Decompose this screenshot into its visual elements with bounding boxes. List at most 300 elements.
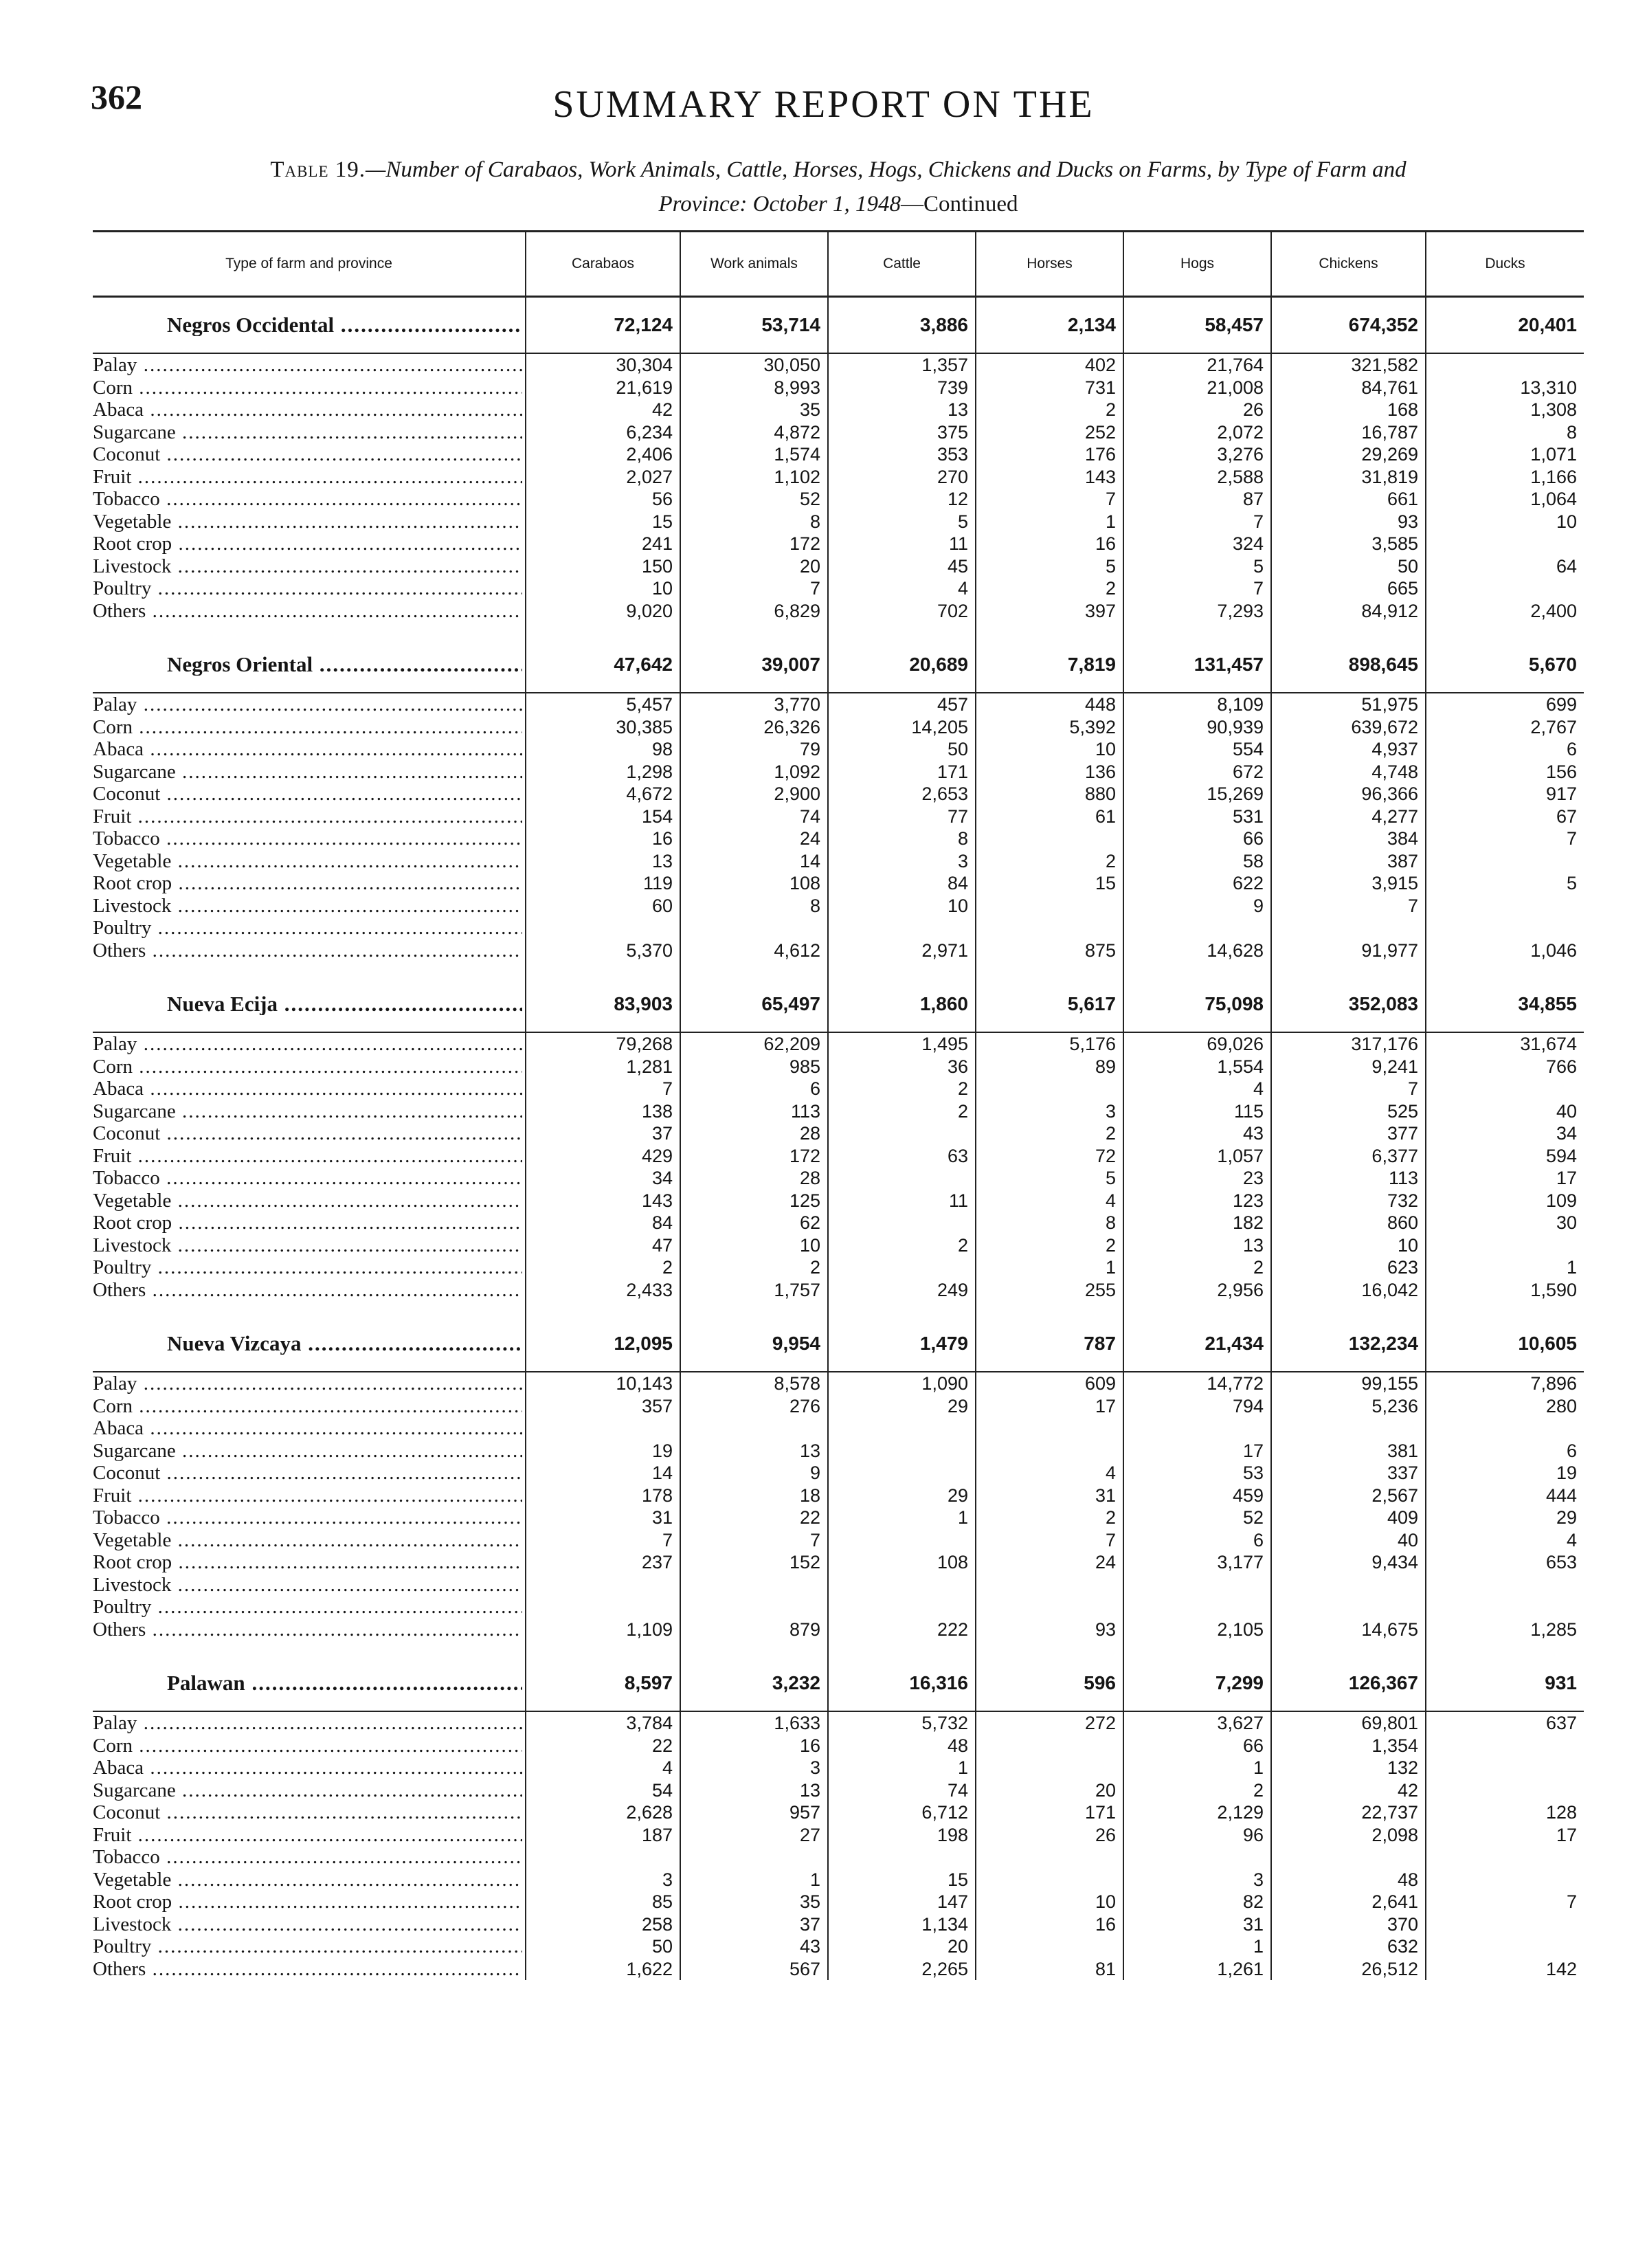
row-label-text: Vegetable ..... — [93, 850, 522, 872]
table-cell — [1426, 917, 1584, 940]
table-cell: 985 — [680, 1056, 828, 1078]
farm-type-label — [93, 1279, 526, 1302]
table-cell: 84,912 — [1271, 600, 1426, 623]
table-cell: 3 — [828, 850, 976, 873]
table-cell: 56 — [526, 488, 680, 511]
table-cell: 3,177 — [1123, 1551, 1271, 1574]
table-cell: 4,277 — [1271, 805, 1426, 828]
table-cell: 168 — [1271, 399, 1426, 421]
table-cell: 3,915 — [1271, 872, 1426, 895]
table-row — [93, 1145, 1584, 1168]
table-cell: 125 — [680, 1190, 828, 1212]
table-cell — [526, 1846, 680, 1869]
table-cell: 115 — [1123, 1100, 1271, 1123]
table-cell: 4 — [976, 1462, 1123, 1485]
table-cell: 397 — [976, 600, 1123, 623]
spacer-cell — [526, 961, 680, 977]
table-cell — [1426, 895, 1584, 918]
table-row — [93, 872, 1584, 895]
table-cell: 7 — [526, 1529, 680, 1552]
table-cell: 16 — [976, 1913, 1123, 1936]
row-label-text: Palay ..... — [93, 1712, 522, 1734]
table-cell: 237 — [526, 1551, 680, 1574]
row-label-text: Palay ..... — [93, 1372, 522, 1394]
table-cell: 81 — [976, 1958, 1123, 1981]
table-cell: 448 — [976, 693, 1123, 716]
table-cell: 766 — [1426, 1056, 1584, 1078]
table-cell: 43 — [680, 1935, 828, 1958]
table-cell: 4 — [828, 577, 976, 600]
table-cell: 7 — [1271, 1078, 1426, 1100]
table-cell: 22 — [680, 1507, 828, 1529]
province-total-cell: 21,434 — [1123, 1316, 1271, 1372]
table-cell: 2,567 — [1271, 1485, 1426, 1507]
table-row — [93, 443, 1584, 466]
table-cell: 66 — [1123, 1735, 1271, 1757]
farm-type-label — [93, 1032, 526, 1056]
spacer-cell — [1271, 1301, 1426, 1316]
table-cell: 35 — [680, 1891, 828, 1913]
table-cell: 24 — [680, 827, 828, 850]
farm-type-label — [93, 805, 526, 828]
table-cell: 138 — [526, 1100, 680, 1123]
table-cell — [976, 1574, 1123, 1597]
row-label-text: Abaca ..... — [93, 1417, 522, 1439]
table-cell — [1426, 577, 1584, 600]
province-total-cell: 131,457 — [1123, 637, 1271, 693]
row-label-text: Fruit ..... — [93, 466, 522, 488]
table-cell: 2 — [1123, 1779, 1271, 1802]
spacer-cell — [976, 622, 1123, 637]
table-row — [93, 1279, 1584, 1302]
farm-type-label — [93, 1122, 526, 1145]
spacer-cell — [1271, 622, 1426, 637]
table-cell: 30,385 — [526, 716, 680, 739]
farm-type-label — [93, 1395, 526, 1418]
spacer-cell — [680, 1641, 828, 1656]
spacer-cell — [1426, 961, 1584, 977]
table-cell: 7 — [976, 1529, 1123, 1552]
table-cell — [1426, 1596, 1584, 1619]
table-cell: 4 — [1426, 1529, 1584, 1552]
table-cell: 702 — [828, 600, 976, 623]
province-total-cell: 596 — [976, 1656, 1123, 1711]
table-cell: 258 — [526, 1913, 680, 1936]
table-cell: 387 — [1271, 850, 1426, 873]
table-cell: 1,134 — [828, 1913, 976, 1936]
table-row — [93, 1372, 1584, 1395]
table-cell: 42 — [1271, 1779, 1426, 1802]
table-cell: 623 — [1271, 1256, 1426, 1279]
farm-type-label — [93, 693, 526, 716]
table-cell: 123 — [1123, 1190, 1271, 1212]
table-cell: 7 — [1426, 1891, 1584, 1913]
farm-type-label — [93, 1462, 526, 1485]
table-cell: 31,674 — [1426, 1032, 1584, 1056]
table-cell — [976, 1846, 1123, 1869]
province-total-cell: 75,098 — [1123, 977, 1271, 1032]
table-cell: 84,761 — [1271, 377, 1426, 399]
table-cell: 1,057 — [1123, 1145, 1271, 1168]
farm-type-label — [93, 1507, 526, 1529]
table-cell: 2,767 — [1426, 716, 1584, 739]
farm-type-label — [93, 1212, 526, 1234]
table-cell: 176 — [976, 443, 1123, 466]
table-cell: 96 — [1123, 1824, 1271, 1847]
province-total-cell: 352,083 — [1271, 977, 1426, 1032]
table-row — [93, 488, 1584, 511]
table-cell: 384 — [1271, 827, 1426, 850]
table-cell: 17 — [976, 1395, 1123, 1418]
table-cell: 317,176 — [1271, 1032, 1426, 1056]
table-cell: 20 — [828, 1935, 976, 1958]
table-cell: 69,026 — [1123, 1032, 1271, 1056]
table-cell: 375 — [828, 421, 976, 444]
province-total-row — [93, 1316, 1584, 1372]
table-cell: 15 — [526, 511, 680, 533]
table-cell: 241 — [526, 533, 680, 555]
table-cell: 875 — [976, 940, 1123, 962]
column-header: Hogs — [1123, 232, 1271, 297]
province-total-cell: 1,479 — [828, 1316, 976, 1372]
province-total-cell: 674,352 — [1271, 297, 1426, 354]
table-cell: 2,265 — [828, 1958, 976, 1981]
table-cell: 2,628 — [526, 1801, 680, 1824]
table-cell: 4,872 — [680, 421, 828, 444]
table-cell: 17 — [1426, 1167, 1584, 1190]
row-label-text: Coconut ..... — [93, 783, 522, 805]
spacer-cell — [93, 1301, 526, 1316]
table-cell: 5,457 — [526, 693, 680, 716]
farm-type-label — [93, 1372, 526, 1395]
table-cell: 51,975 — [1271, 693, 1426, 716]
running-title: SUMMARY REPORT ON THE — [552, 83, 1095, 126]
table-cell: 9 — [680, 1462, 828, 1485]
table-cell: 280 — [1426, 1395, 1584, 1418]
table-cell: 64 — [1426, 555, 1584, 578]
table-cell: 1 — [1123, 1935, 1271, 1958]
table-row — [93, 1596, 1584, 1619]
table-cell — [976, 895, 1123, 918]
row-label-text: Others ..... — [93, 940, 522, 961]
table-row — [93, 1891, 1584, 1913]
table-cell — [680, 1417, 828, 1440]
caption-line-2: Province: October 1, 1948 — [658, 192, 901, 216]
farm-type-label — [93, 783, 526, 805]
table-cell — [976, 1757, 1123, 1779]
table-cell: 1,071 — [1426, 443, 1584, 466]
province-name — [93, 297, 526, 354]
table-row — [93, 533, 1584, 555]
table-cell: 1 — [1123, 1757, 1271, 1779]
table-cell: 45 — [828, 555, 976, 578]
row-label-text: Root crop ..... — [93, 1551, 522, 1573]
table-cell: 10 — [1426, 511, 1584, 533]
row-label-text: Vegetable ..... — [93, 1869, 522, 1891]
table-cell: 9,241 — [1271, 1056, 1426, 1078]
table-cell: 357 — [526, 1395, 680, 1418]
table-cell: 7 — [1123, 577, 1271, 600]
table-cell: 60 — [526, 895, 680, 918]
table-cell: 98 — [526, 738, 680, 761]
table-cell: 119 — [526, 872, 680, 895]
table-cell: 2,027 — [526, 466, 680, 489]
table-cell: 1,064 — [1426, 488, 1584, 511]
table-cell: 128 — [1426, 1801, 1584, 1824]
farm-type-label — [93, 1551, 526, 1574]
table-cell: 2,653 — [828, 783, 976, 805]
table-row — [93, 1462, 1584, 1485]
table-cell: 665 — [1271, 577, 1426, 600]
farm-type-label — [93, 577, 526, 600]
table-cell: 99,155 — [1271, 1372, 1426, 1395]
row-label-text: Livestock ..... — [93, 1234, 522, 1256]
table-cell: 731 — [976, 377, 1123, 399]
table-cell: 16 — [976, 533, 1123, 555]
table-cell: 2 — [976, 399, 1123, 421]
province-total-cell: 20,689 — [828, 637, 976, 693]
table-cell — [976, 1440, 1123, 1463]
table-cell: 10 — [828, 895, 976, 918]
table-row — [93, 353, 1584, 377]
table-row — [93, 1190, 1584, 1212]
row-label-text: Vegetable ..... — [93, 1190, 522, 1212]
table-cell: 90,939 — [1123, 716, 1271, 739]
table-cell: 609 — [976, 1372, 1123, 1395]
spacer-cell — [93, 622, 526, 637]
table-cell: 74 — [828, 1779, 976, 1802]
farm-type-label — [93, 488, 526, 511]
table-cell: 8,109 — [1123, 693, 1271, 716]
table-cell: 87 — [1123, 488, 1271, 511]
table-cell: 429 — [526, 1145, 680, 1168]
farm-type-label — [93, 377, 526, 399]
province-total-cell: 898,645 — [1271, 637, 1426, 693]
row-label-text: Sugarcane ..... — [93, 761, 522, 783]
farm-type-label — [93, 872, 526, 895]
farm-type-label — [93, 1596, 526, 1619]
table-cell: 3,276 — [1123, 443, 1271, 466]
table-cell: 1,092 — [680, 761, 828, 783]
table-cell: 72 — [976, 1145, 1123, 1168]
table-cell: 132 — [1271, 1757, 1426, 1779]
table-cell: 6 — [680, 1078, 828, 1100]
spacer-cell — [976, 1301, 1123, 1316]
table-row — [93, 1395, 1584, 1418]
farm-type-label — [93, 1846, 526, 1869]
province-total-cell: 72,124 — [526, 297, 680, 354]
column-header: Work animals — [680, 232, 828, 297]
farm-type-label — [93, 1574, 526, 1597]
table-row — [93, 805, 1584, 828]
table-cell: 34 — [526, 1167, 680, 1190]
table-cell — [1426, 1935, 1584, 1958]
table-cell: 16 — [526, 827, 680, 850]
row-label-text: Fruit ..... — [93, 1145, 522, 1167]
table-cell: 53 — [1123, 1462, 1271, 1485]
table-cell: 40 — [1426, 1100, 1584, 1123]
province-total-cell: 3,232 — [680, 1656, 828, 1711]
table-cell: 47 — [526, 1234, 680, 1257]
farm-type-label — [93, 738, 526, 761]
table-cell: 8 — [680, 895, 828, 918]
table-label: Table 19. — [270, 157, 366, 182]
table-cell: 2 — [828, 1100, 976, 1123]
row-label-text: Root crop ..... — [93, 533, 522, 555]
table-cell: 42 — [526, 399, 680, 421]
table-cell: 48 — [828, 1735, 976, 1757]
table-row — [93, 1212, 1584, 1234]
row-label-text: Coconut ..... — [93, 1801, 522, 1823]
table-cell: 16,042 — [1271, 1279, 1426, 1302]
table-cell: 6 — [1426, 1440, 1584, 1463]
province-total-cell: 53,714 — [680, 297, 828, 354]
table-cell: 14,675 — [1271, 1619, 1426, 1641]
province-total-cell: 47,642 — [526, 637, 680, 693]
table-cell: 28 — [680, 1122, 828, 1145]
table-cell: 2,956 — [1123, 1279, 1271, 1302]
table-cell: 3 — [1123, 1869, 1271, 1891]
table-row — [93, 917, 1584, 940]
table-cell — [680, 917, 828, 940]
table-cell: 62 — [680, 1212, 828, 1234]
table-header-row — [93, 232, 1584, 297]
province-total-cell: 7,819 — [976, 637, 1123, 693]
table-cell: 142 — [1426, 1958, 1584, 1981]
table-cell: 14 — [526, 1462, 680, 1485]
row-label-text: Tobacco ..... — [93, 827, 522, 849]
table-cell: 89 — [976, 1056, 1123, 1078]
table-row — [93, 1619, 1584, 1641]
table-cell — [1426, 1234, 1584, 1257]
table-cell — [1426, 1735, 1584, 1757]
table-cell: 11 — [828, 1190, 976, 1212]
row-label-text: Nueva Ecija ..... — [167, 993, 522, 1015]
table-cell: 2 — [976, 1234, 1123, 1257]
table-cell: 8 — [976, 1212, 1123, 1234]
table-cell: 637 — [1426, 1711, 1584, 1735]
province-total-cell: 58,457 — [1123, 297, 1271, 354]
row-label-text: Livestock ..... — [93, 555, 522, 577]
table-cell: 26 — [1123, 399, 1271, 421]
spacer-cell — [828, 622, 976, 637]
table-cell: 3 — [976, 1100, 1123, 1123]
table-cell: 1 — [1426, 1256, 1584, 1279]
column-header: Carabaos — [526, 232, 680, 297]
table-cell: 37 — [526, 1122, 680, 1145]
table-row — [93, 1440, 1584, 1463]
table-cell — [1426, 1869, 1584, 1891]
table-cell — [828, 917, 976, 940]
table-row — [93, 1256, 1584, 1279]
table-cell: 2,406 — [526, 443, 680, 466]
province-total-cell: 9,954 — [680, 1316, 828, 1372]
farm-type-label — [93, 1735, 526, 1757]
table-cell — [976, 1935, 1123, 1958]
table-cell: 794 — [1123, 1395, 1271, 1418]
table-row — [93, 940, 1584, 962]
table-cell: 62,209 — [680, 1032, 828, 1056]
table-cell: 2,641 — [1271, 1891, 1426, 1913]
table-cell: 5 — [1426, 872, 1584, 895]
farm-type-label — [93, 353, 526, 377]
table-cell: 14,205 — [828, 716, 976, 739]
farm-type-label — [93, 827, 526, 850]
row-label-text: Fruit ..... — [93, 805, 522, 827]
table-cell: 7 — [976, 488, 1123, 511]
spacer-cell — [93, 961, 526, 977]
table-cell: 1 — [828, 1757, 976, 1779]
farm-type-label — [93, 895, 526, 918]
farm-type-label — [93, 1619, 526, 1641]
farm-type-label — [93, 421, 526, 444]
row-label-text: Abaca ..... — [93, 1078, 522, 1100]
section-spacer — [93, 622, 1584, 637]
table-cell: 16 — [680, 1735, 828, 1757]
table-cell: 525 — [1271, 1100, 1426, 1123]
row-label-text: Livestock ..... — [93, 1913, 522, 1935]
table-cell: 9,020 — [526, 600, 680, 623]
table-cell: 337 — [1271, 1462, 1426, 1485]
farm-type-label — [93, 1913, 526, 1936]
row-label-text: Livestock ..... — [93, 895, 522, 917]
row-label-text: Poultry ..... — [93, 1256, 522, 1278]
table-cell: 10 — [1271, 1234, 1426, 1257]
table-row — [93, 1574, 1584, 1597]
table-cell: 7 — [526, 1078, 680, 1100]
table-cell: 27 — [680, 1824, 828, 1847]
spacer-cell — [1426, 1301, 1584, 1316]
table-cell: 29 — [828, 1485, 976, 1507]
table-row — [93, 1056, 1584, 1078]
table-row — [93, 1078, 1584, 1100]
spacer-cell — [828, 1301, 976, 1316]
table-cell: 3,585 — [1271, 533, 1426, 555]
province-total-cell: 83,903 — [526, 977, 680, 1032]
table-cell: 30,050 — [680, 353, 828, 377]
farm-type-label — [93, 1711, 526, 1735]
table-cell: 594 — [1426, 1145, 1584, 1168]
province-total-cell: 12,095 — [526, 1316, 680, 1372]
table-cell: 324 — [1123, 533, 1271, 555]
table-cell: 8 — [1426, 421, 1584, 444]
table-cell: 143 — [976, 466, 1123, 489]
table-cell: 147 — [828, 1891, 976, 1913]
province-total-cell: 7,299 — [1123, 1656, 1271, 1711]
table-cell: 13 — [526, 850, 680, 873]
row-label-text: Sugarcane ..... — [93, 1440, 522, 1462]
table-cell: 5 — [828, 511, 976, 533]
table-cell: 13 — [680, 1440, 828, 1463]
table-cell: 21,619 — [526, 377, 680, 399]
farm-type-label — [93, 1485, 526, 1507]
province-name — [93, 637, 526, 693]
table-row — [93, 1100, 1584, 1123]
table-cell: 255 — [976, 1279, 1123, 1302]
table-cell: 58 — [1123, 850, 1271, 873]
table-row — [93, 1801, 1584, 1824]
table-cell: 82 — [1123, 1891, 1271, 1913]
table-cell: 4 — [526, 1757, 680, 1779]
row-label-text: Negros Occidental ..... — [167, 314, 522, 336]
table-cell: 1,285 — [1426, 1619, 1584, 1641]
table-cell: 30 — [1426, 1212, 1584, 1234]
table-cell — [828, 1846, 976, 1869]
row-label-text: Corn ..... — [93, 1735, 522, 1757]
table-cell — [828, 1122, 976, 1145]
table-cell: 43 — [1123, 1122, 1271, 1145]
province-total-row — [93, 637, 1584, 693]
